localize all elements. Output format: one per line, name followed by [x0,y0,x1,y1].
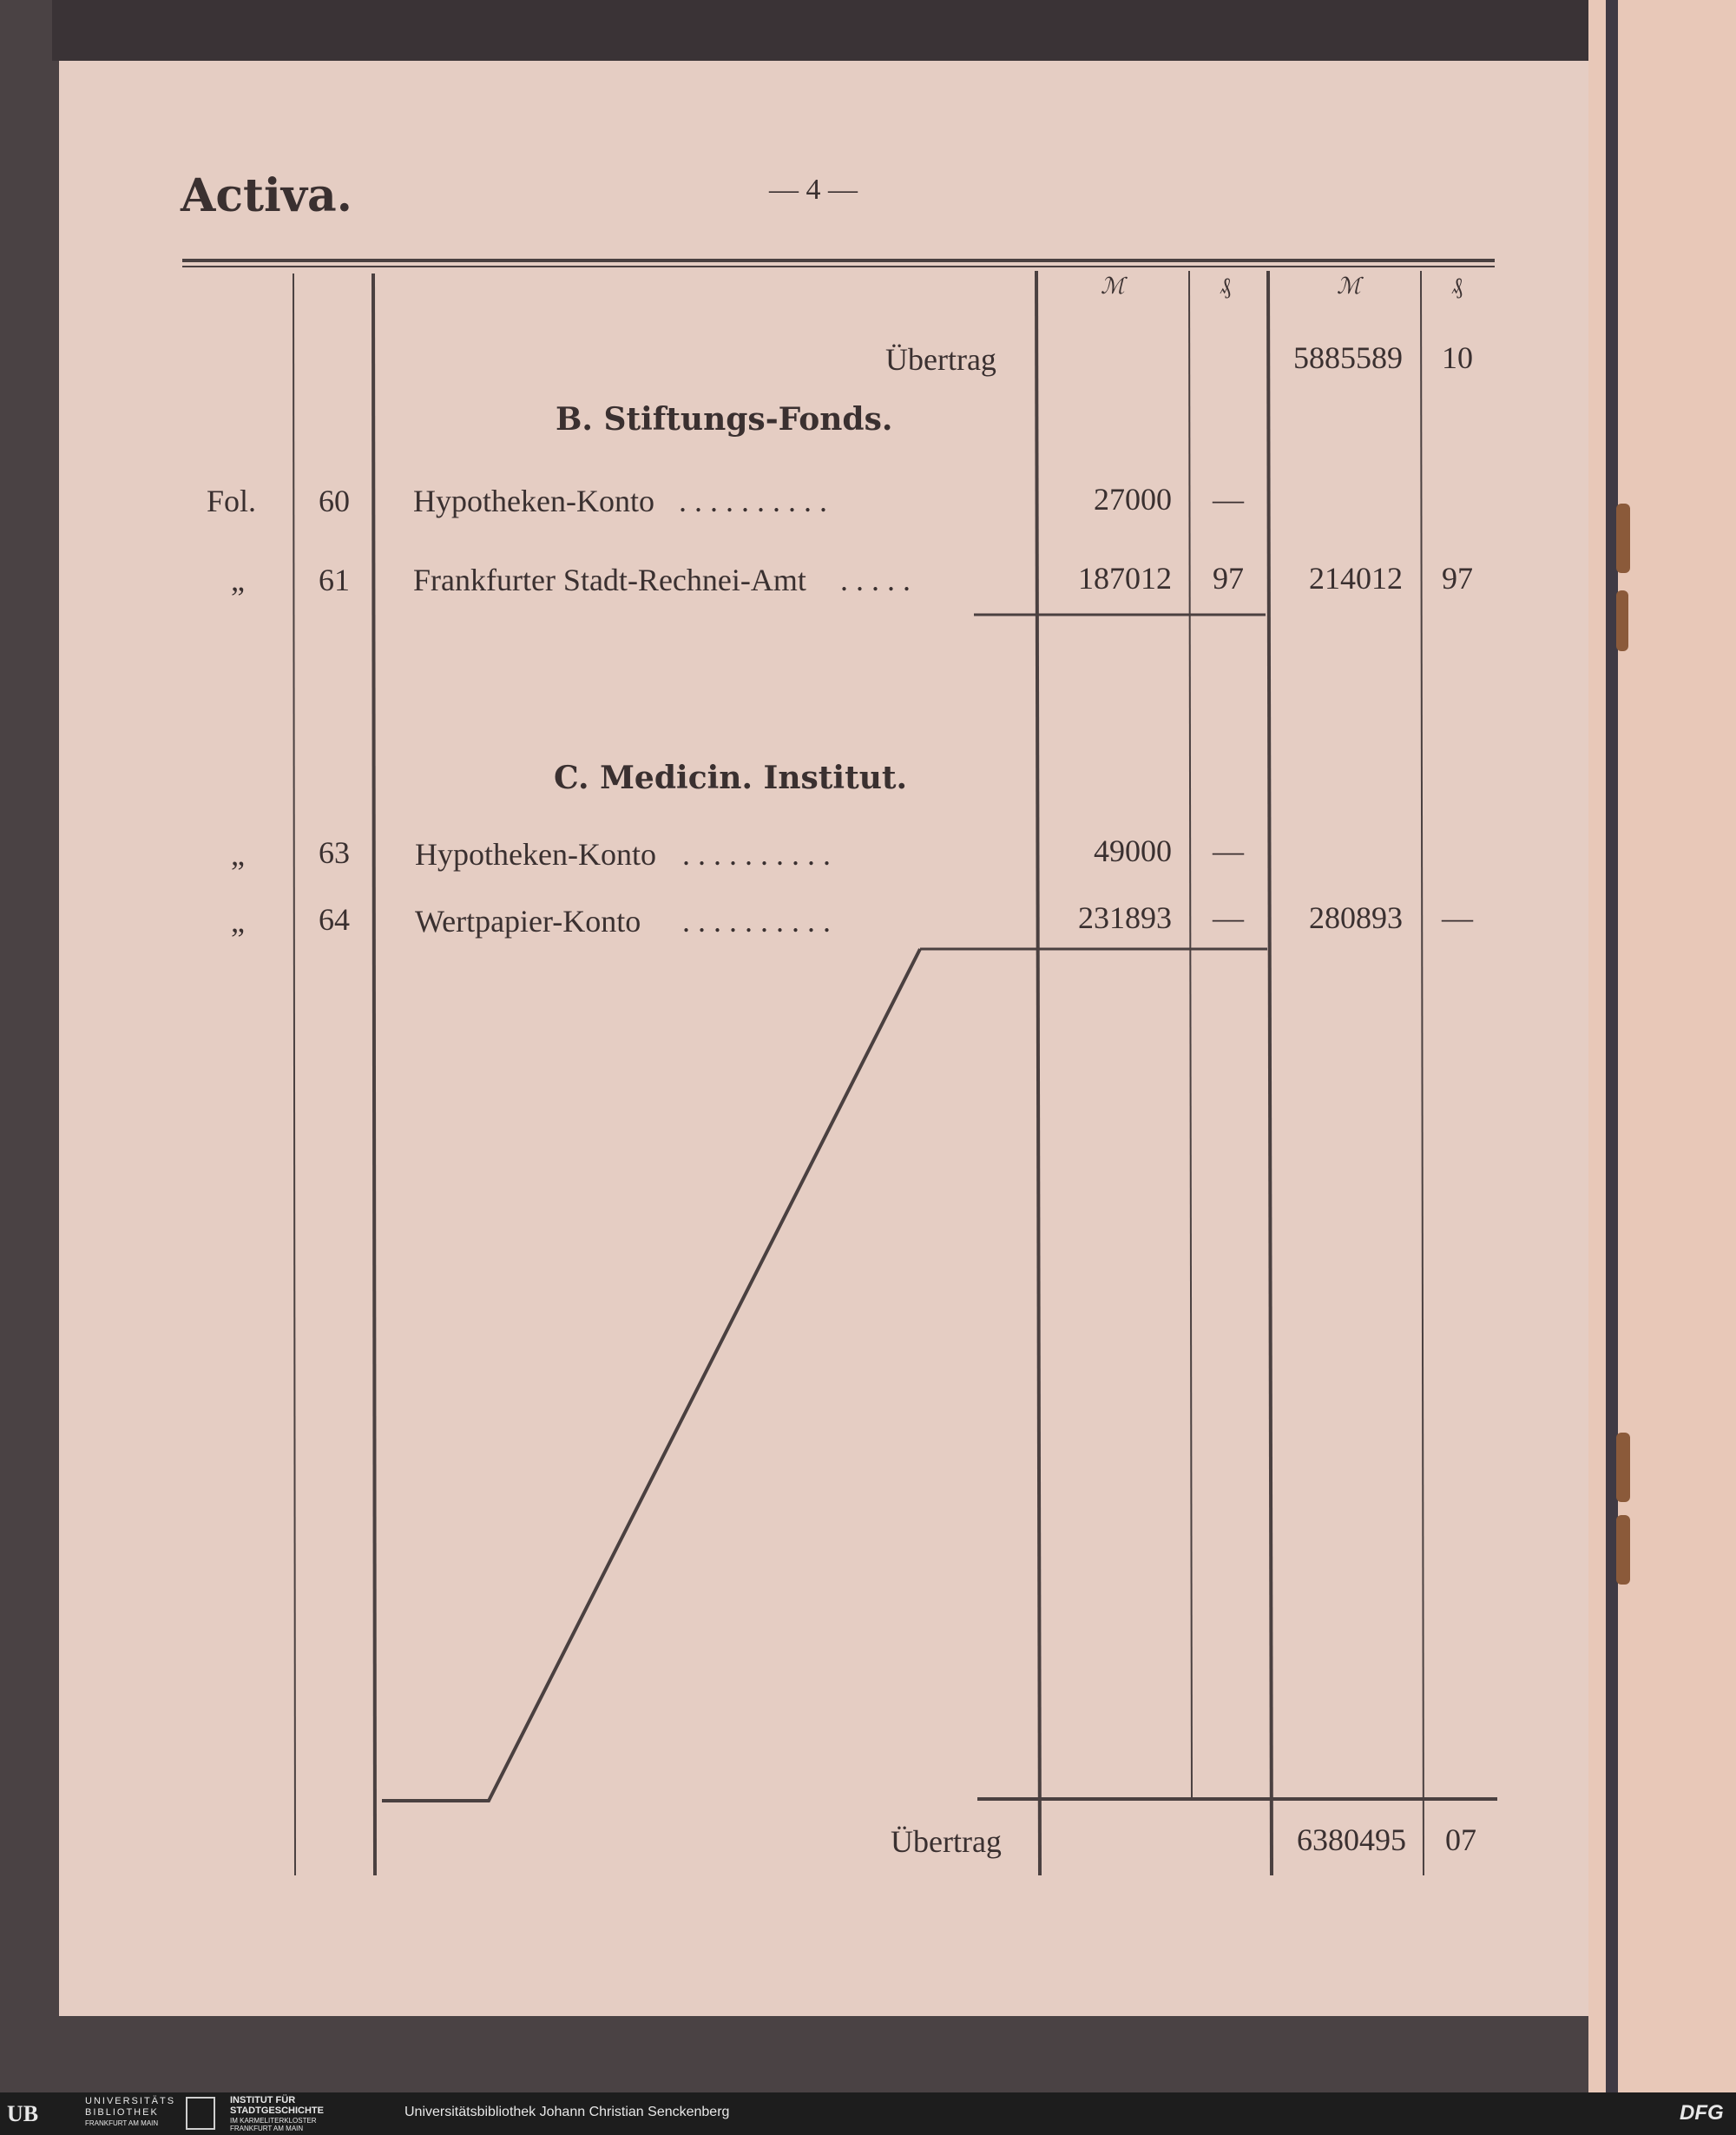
isg-text: FRANKFURT AM MAIN [230,2125,304,2132]
carry-in-mark: 5885589 [1293,340,1403,375]
carry-in-pf: 10 [1442,340,1473,375]
row-folio: 61 [319,563,350,597]
row-ref: „ [231,904,245,939]
row-label: Hypotheken-Konto [413,484,654,518]
row-label: Wertpapier-Konto [415,904,641,939]
row-total-mark: 214012 [1309,561,1403,596]
row-pf: — [1213,834,1244,868]
page-number: — 4 — [769,174,858,206]
footer-bar [0,2092,1736,2135]
row-leader: . . . . . [840,563,911,597]
row-total-pf: 97 [1442,561,1473,596]
ub-logo: UB [7,2101,39,2126]
row-label: Hypotheken-Konto [415,837,656,872]
row-leader: . . . . . . . . . . [682,904,831,939]
row-leader: . . . . . . . . . . [682,837,831,872]
carry-in-label: Übertrag [885,342,996,377]
row-ref: „ [231,563,245,597]
row-pf: — [1213,482,1244,517]
pfennig-total-column-header: ₰ [1451,273,1463,300]
isg-text: STADTGESCHICHTE [230,2105,324,2116]
row-folio: 63 [319,835,350,870]
ub-text: UNIVERSITÄTS [85,2096,176,2106]
row-total-mark: 280893 [1309,900,1403,935]
row-pf: 97 [1213,561,1244,596]
dfg-logo: DFG [1680,2101,1724,2125]
carry-out-label: Übertrag [891,1824,1002,1859]
row-mark: 231893 [1078,900,1172,935]
row-folio: 60 [319,484,350,518]
mark-column-header: ℳ [1101,273,1125,300]
row-ref: „ [231,837,245,872]
row-ref: Fol. [207,484,257,518]
library-name: Universitätsbibliothek Johann Christian Senckenberg [404,2105,730,2119]
mark-total-column-header: ℳ [1337,273,1361,300]
row-mark: 27000 [1094,482,1172,517]
row-label: Frankfurter Stadt-Rechnei-Amt [413,563,806,597]
row-mark: 187012 [1078,561,1172,596]
row-pf: — [1213,900,1244,935]
row-folio: 64 [319,902,350,937]
ub-text: FRANKFURT AM MAIN [85,2119,159,2127]
ub-text: BIBLIOTHEK [85,2107,159,2118]
row-leader: . . . . . . . . . . [679,484,827,518]
pfennig-column-header: ₰ [1220,273,1231,300]
isg-logo-icon [186,2097,215,2130]
row-total-pf: — [1442,900,1473,935]
page-title: Activa. [181,169,352,222]
row-mark: 49000 [1094,834,1172,868]
carry-out-mark: 6380495 [1297,1822,1406,1857]
section-b-heading: B. Stiftungs-Fonds. [556,401,893,438]
section-c-heading: C. Medicin. Institut. [554,760,908,796]
carry-out-pf: 07 [1445,1822,1476,1857]
isg-text: IM KARMELITERKLOSTER [230,2117,317,2125]
isg-text: INSTITUT FÜR [230,2095,296,2105]
